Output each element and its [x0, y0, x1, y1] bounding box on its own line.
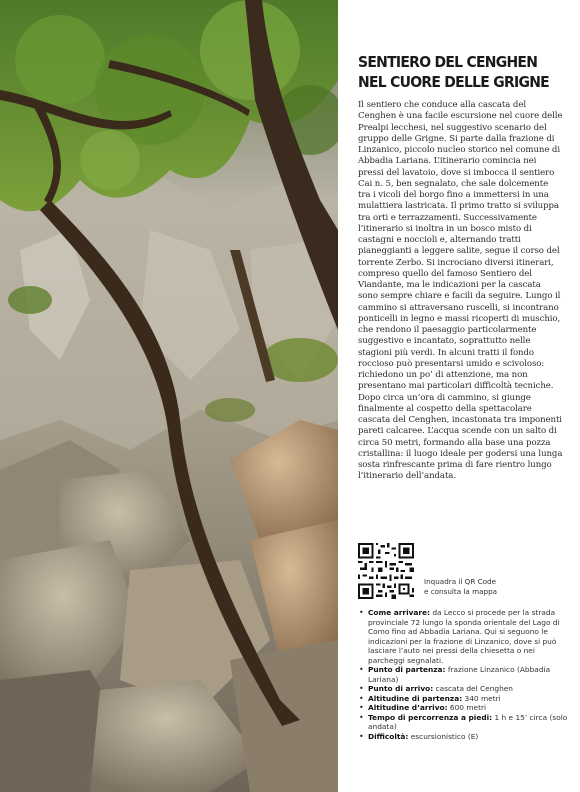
article-title-line2: NEL CUORE DELLE GRIGNE [358, 73, 549, 91]
info-item-altitudine-arrivo [358, 703, 568, 713]
article-title-line1: SENTIERO DEL CENGHEN [358, 53, 538, 71]
article-body: Il sentiero che conduce alla cascata del Cenghen è una facile escursione nel cuore delle Prealpi lecchesi, nel suggestivo scenario del gruppo delle Grigne. Si parte dalla frazione di Linzanico, piccolo nucleo storico nel comune di Abbadia Lariana. L’itinerario comincia nei pressi del lavatoio, dove si imbocca il sentiero Cai n. 5, ben segnalato, che sale dolcemente tra i vicoli del borgo fino a immettersi in una mulattiera lastricata. Il primo tratto si sviluppa tra orti e terrazzamenti. Successivamente l’itinerario si inoltra in un bosco misto di castagni e noccioli e, alternando tratti pianeggianti a leggere salite, segue il corso del torrente Zerbo. Si incrociano diversi itinerari, compreso quello del famoso Sentiero del Viandante, ma le indicazioni per la cascata sono sempre chiare e facili da seguire. Lungo il cammino si attraversano ruscelli, si incontrano ponticelli in legno e massi ricoperti di muschio, che rendono il paesaggio particolarmente suggestivo e incantato, soprattutto nelle stagioni più verdi. In alcuni tratti il fondo roccioso può presentarsi umido e scivoloso: richiedono un po’ di attenzione, ma non presentano mai particolari difficoltà tecniche. Dopo circa un’ora di cammino, si giunge finalmente al cospetto della spettacolare cascata del Cenghen, incastonata tra imponenti pareti calcaree. L’acqua scende con un salto di circa 50 metri, formando alla base una pozza cristallina: il luogo ideale per godersi una lunga sosta rinfrescante prima di fare rientro lungo l’itinerario dell’andata. [358, 100, 563, 482]
article-column [358, 52, 563, 483]
info-item-punto-arrivo [358, 684, 568, 694]
info-label: Difficoltà: [368, 731, 409, 741]
info-label: Tempo di percorrenza a piedi: [368, 712, 493, 722]
info-label: Punto di arrivo: [368, 684, 434, 693]
bullet-icon: • [359, 665, 364, 674]
qr-caption-line2: e consulta la mappa [424, 587, 498, 596]
info-item-altitudine-partenza [358, 694, 568, 704]
qr-caption-line1: Inquadra il QR Code [424, 577, 497, 586]
route-info-list [358, 608, 568, 741]
bullet-icon: • [359, 608, 364, 617]
info-item-difficolta [358, 732, 568, 742]
bullet-icon: • [359, 712, 364, 722]
info-item-punto-partenza [358, 665, 568, 684]
info-value: 340 metri [462, 693, 501, 703]
qr-caption [424, 577, 564, 597]
info-value: da Lecco si procede per la strada provinciale 72 lungo la sponda orientale del Lago di Como fino ad Abbadia Lariana. Qui si seguono le indicazioni per la frazione di Linzanico, dove si può lasciare l’auto nei pressi della chiesetta o nei parcheggi segnalati. [368, 608, 560, 665]
info-item-tempo-percorrenza [358, 713, 568, 732]
bullet-icon: • [359, 703, 364, 712]
qr-code-icon[interactable] [358, 543, 414, 599]
info-value: frazione Linzanico (Abbadia Lariana) [368, 665, 551, 684]
bullet-icon: • [359, 731, 364, 741]
bullet-icon: • [359, 684, 364, 693]
info-label: Punto di partenza: [368, 665, 446, 674]
qr-code-block [358, 543, 568, 599]
info-value: cascata del Cenghen [433, 684, 513, 693]
info-value: 600 metri [447, 703, 487, 712]
info-value: 1 h e 15’ circa (solo andata) [368, 712, 568, 731]
info-value: escursionistico (E) [408, 731, 479, 741]
info-item-come-arrivare [358, 608, 568, 665]
article-title [358, 52, 565, 92]
info-label: Come arrivare: [368, 608, 431, 617]
bullet-icon: • [359, 693, 364, 703]
info-label: Altitudine di partenza: [368, 693, 463, 703]
info-label: Altitudine d’arrivo: [368, 703, 448, 712]
